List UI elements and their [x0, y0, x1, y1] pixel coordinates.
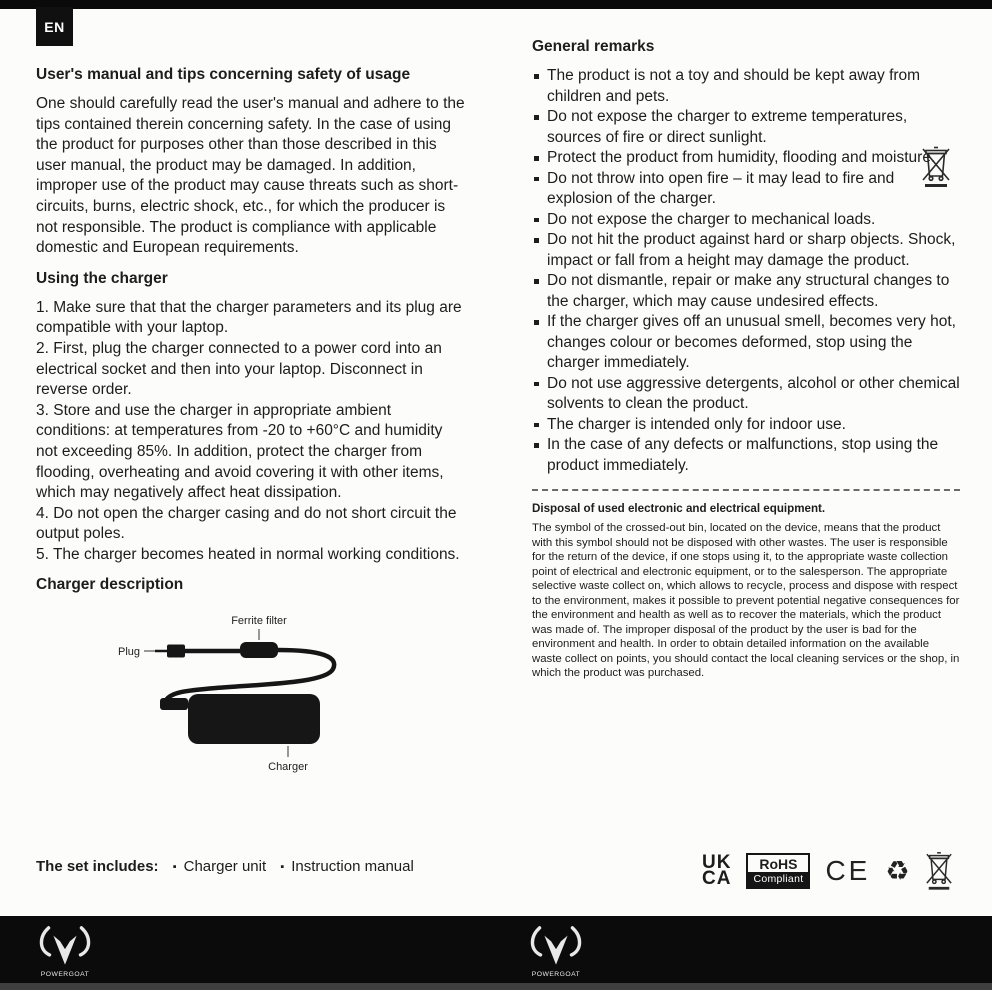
left-column [36, 66, 468, 779]
dashed-divider [532, 489, 960, 491]
ferrite-filter-bead [240, 642, 278, 658]
powergoat-logo [36, 922, 94, 982]
safety-body: One should carefully read the user's manual and adhere to the tips contained therein concerning safety. In the case of using the product for purposes other than those described in this user manual, the product may be damaged. In addition, improper use of the product may cause threats such as short-circuits, burns, electric shock, etc., for which the producer is not responsible. The product is compliance with applicable domestic and European requirements. [36, 95, 465, 257]
general-remarks-heading: General remarks [532, 38, 655, 55]
disposal-body: The symbol of the crossed-out bin, located on the device, means that the product with this symbol should not be disposed with other wastes. The user is responsible for the return of the device, if one stops using it, to the appropriate waste collection point of electrical and electronic equipment, or to the salesperson. The appropriate selective waste collect on, which allows to recycle, process and dispose with respect to the environment, makes it possible to prevent potential negative consequences for the environment and health as well as to recover the materials, which the product was made of. The improper disposal of the product by the user is bad for the environment and health. In order to obtain detailed information on the available waste collect on points, you should contact the local cleaning services or the shop, in which the product was purchased. [532, 522, 960, 679]
language-badge: EN [36, 7, 73, 46]
disposal-heading: Disposal of used electronic and electrical equipment. [532, 502, 826, 515]
remark-2: Do not expose the charger to extreme temperatures, sources of fire or direct sunlight. [532, 107, 960, 148]
remark-11: In the case of any defects or malfunctions, stop using the product immediately. [532, 435, 960, 476]
bottom-black-bar [0, 916, 992, 990]
rohs-label: RoHS [759, 856, 798, 872]
remark-5: Do not expose the charger to mechanical loads. [532, 210, 960, 231]
ukca-mark [702, 852, 732, 889]
remark-3: Protect the product from humidity, flooding and moisture. [532, 148, 960, 169]
ukca-top: UK [702, 852, 732, 873]
remark-7: Do not dismantle, repair or make any structural changes to the charger, which may cause undesired effects. [532, 271, 960, 312]
goat-head [53, 936, 76, 965]
plug-body [167, 645, 185, 658]
weee-bin-icon [925, 850, 953, 892]
charger-label: Charger [268, 761, 308, 774]
remark-9: Do not use aggressive detergents, alcohol or other chemical solvents to clean the product. [532, 374, 960, 415]
step-5: 5. The charger becomes heated in normal working conditions. [36, 545, 460, 563]
right-column [532, 38, 960, 681]
step-2: 2. First, plug the charger connected to a power cord into an electrical socket and then into your laptop. Disconnect in reverse order. [36, 339, 442, 399]
powergoat-wordmark: POWERGOAT [531, 971, 581, 979]
top-black-bar [0, 0, 992, 9]
remark-8: If the charger gives off an unusual smell, becomes very hot, changes colour or becomes deformed, stop using the charger immediately. [532, 312, 960, 374]
powergoat-wordmark: POWERGOAT [40, 971, 90, 979]
rohs-mark [746, 853, 810, 889]
ferrite-filter-label: Ferrite filter [231, 615, 287, 628]
dc-connector [160, 698, 188, 710]
charger-brick [188, 694, 320, 744]
recycle-icon: ♻ [885, 855, 910, 887]
ce-mark: CE [825, 855, 871, 886]
remark-6: Do not hit the product against hard or sharp objects. Shock, impact or fall from a height may damage the product. [532, 230, 960, 271]
weee-bin-icon [921, 145, 951, 189]
rohs-compliant-label: Compliant [748, 872, 808, 887]
ukca-bottom: CA [702, 868, 732, 889]
remark-1: The product is not a toy and should be kept away from children and pets. [532, 66, 960, 107]
step-4: 4. Do not open the charger casing and do not short circuit the output poles. [36, 504, 457, 543]
step-3: 3. Store and use the charger in appropriate ambient conditions: at temperatures from -20 to +60°C and humidity not exceeding 85%. In addition, protect the charger from flooding, overheating and avoid covering it with other items, which may negatively affect heat dissipation. [36, 401, 444, 502]
using-steps [36, 298, 468, 566]
goat-head [544, 936, 567, 965]
set-includes-item-2: ▪ Instruction manual [280, 858, 413, 875]
safety-heading: User's manual and tips concerning safety of usage [36, 66, 411, 83]
description-heading: Charger description [36, 576, 184, 594]
certification-marks [702, 845, 953, 897]
set-includes-line [36, 858, 414, 875]
powergoat-logo [527, 922, 585, 982]
step-1: 1. Make sure that that the charger parameters and its plug are compatible with your laptop. [36, 298, 462, 337]
set-includes-label: The set includes: [36, 858, 159, 875]
set-includes-item-1: ▪ Charger unit [173, 858, 266, 875]
using-heading: Using the charger [36, 269, 168, 287]
charger-diagram [36, 604, 468, 779]
remark-10: The charger is intended only for indoor use. [532, 415, 960, 436]
remark-4: Do not throw into open fire – it may lead to fire and explosion of the charger. [532, 169, 960, 210]
plug-label: Plug [118, 646, 141, 659]
general-remarks-list [532, 66, 960, 476]
